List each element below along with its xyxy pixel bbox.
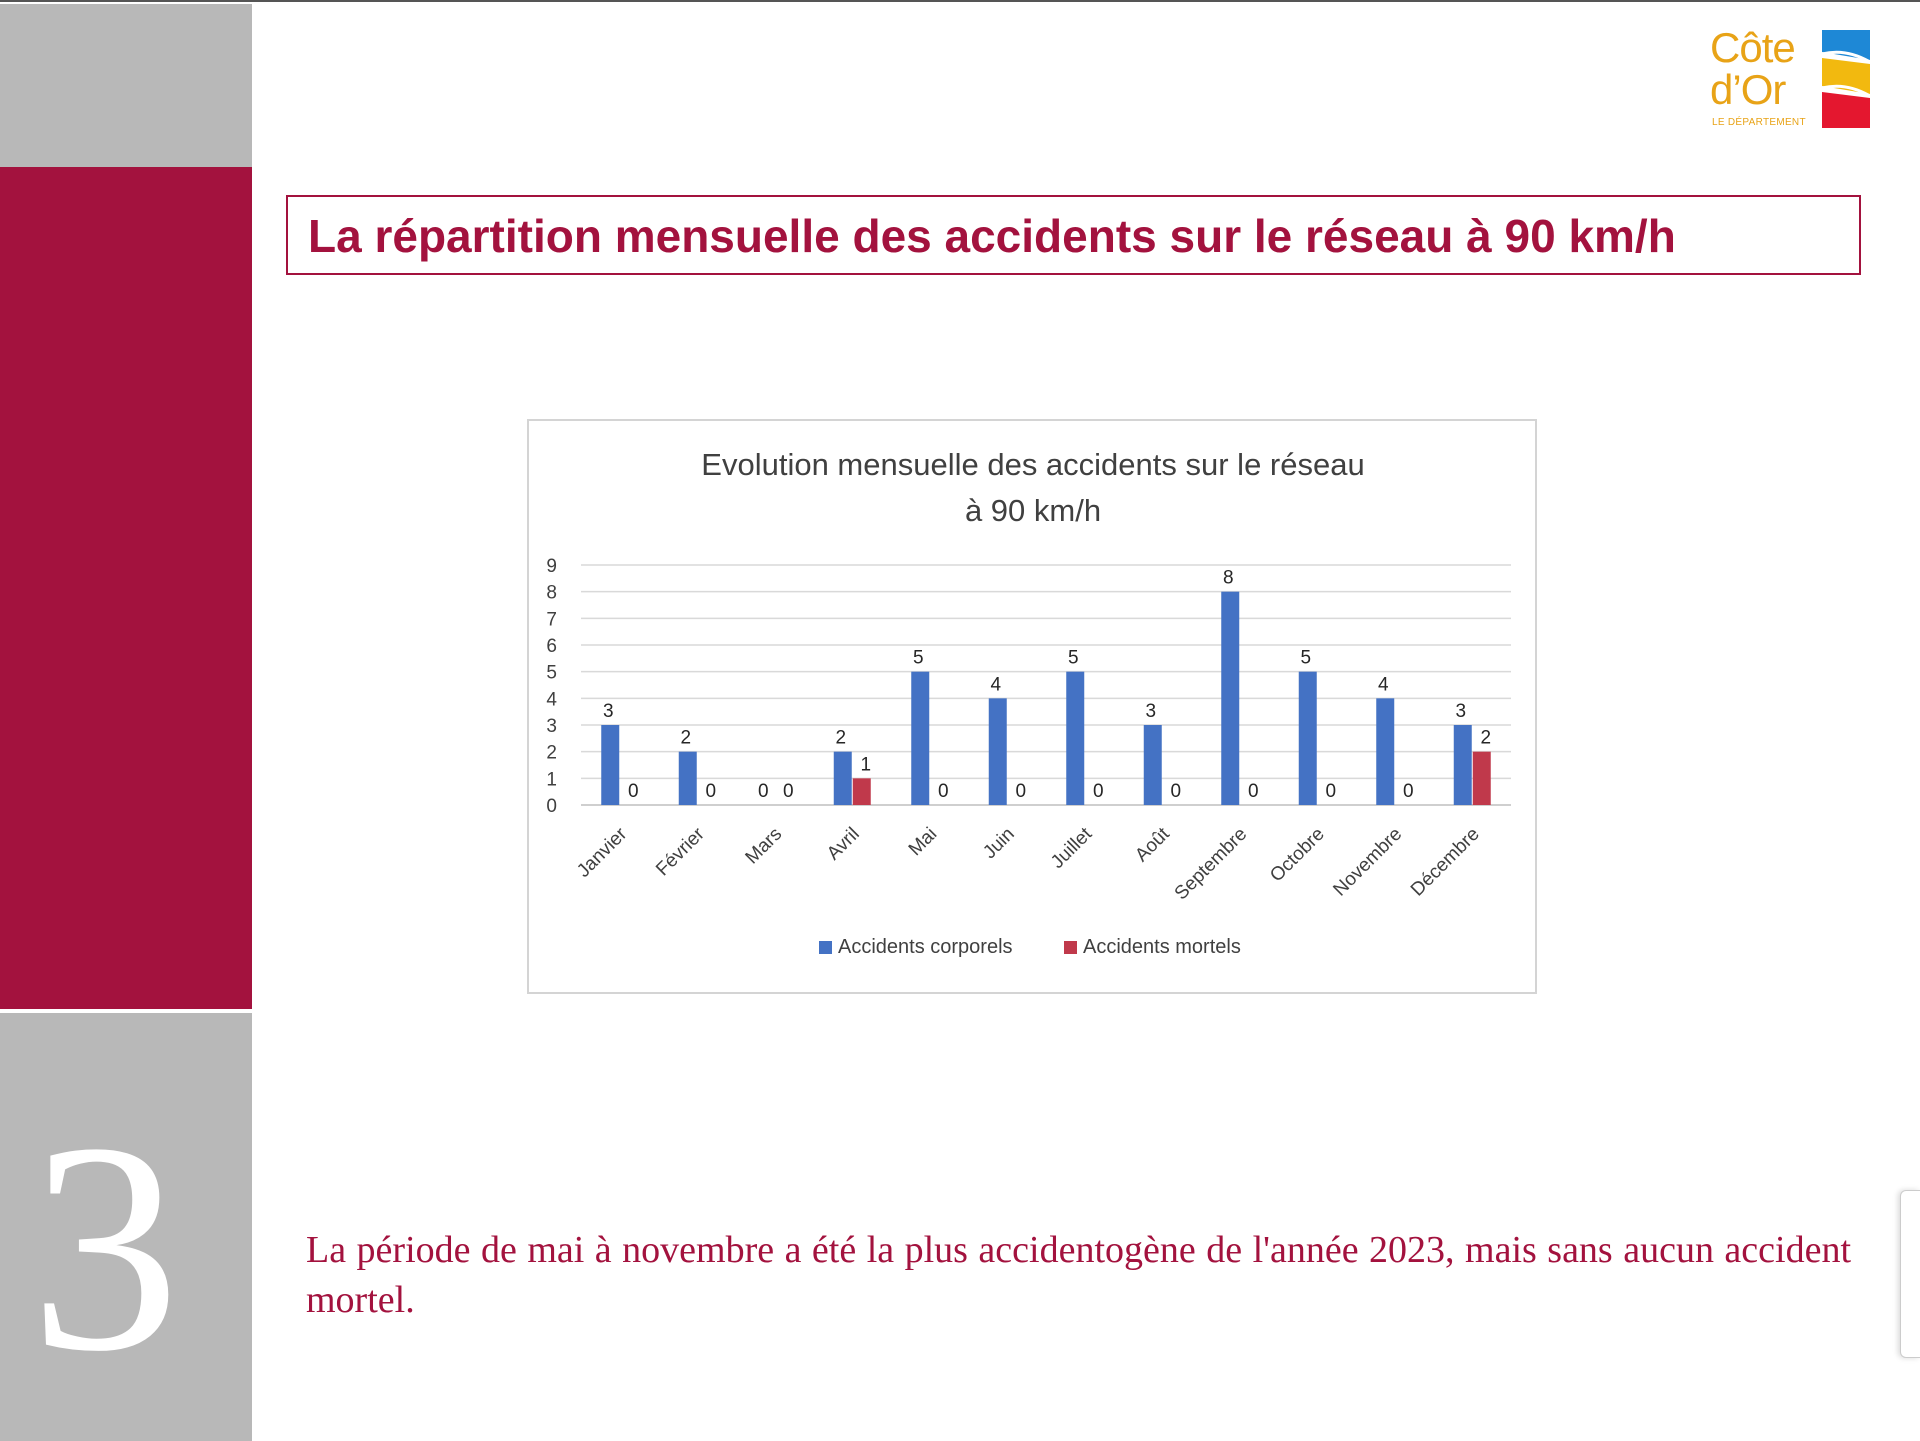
data-label: 2 <box>1480 727 1492 749</box>
data-label: 3 <box>1145 701 1157 722</box>
data-label: 0 <box>1092 781 1104 802</box>
legend-label: Accidents corporels <box>838 936 1013 958</box>
data-label: 8 <box>1222 567 1234 589</box>
slide-caption: La période de mai à novembre a été la plus accidentogène de l'année 2023, mais sans aucun accident mortel. <box>306 1229 1851 1321</box>
slide-title-box <box>286 195 1861 275</box>
chart-container <box>527 419 1537 994</box>
data-label: 5 <box>912 647 924 669</box>
side-panel-edge[interactable] <box>1900 1190 1920 1358</box>
bar-corporels <box>989 698 1007 805</box>
logo-text-line2: d’Or <box>1710 66 1786 113</box>
data-label: 0 <box>627 781 639 802</box>
bar-corporels <box>1454 725 1472 805</box>
bar-corporels <box>1144 725 1162 805</box>
y-tick-label: 7 <box>546 609 557 631</box>
data-label: 0 <box>937 781 949 802</box>
bar-corporels <box>911 672 929 805</box>
x-tick-label: Août <box>1131 823 1174 867</box>
x-tick-label: Avril <box>823 823 864 865</box>
bar-corporels <box>601 725 619 805</box>
bar-corporels <box>1376 698 1394 805</box>
bar-mortels <box>1473 752 1491 805</box>
slide-number: 3 <box>30 1081 180 1413</box>
slide-title: La répartition mensuelle des accidents sur le réseau à 90 km/h <box>308 210 1676 262</box>
data-label: 0 <box>1247 781 1259 802</box>
logo-subtitle: LE DÉPARTEMENT <box>1712 117 1806 128</box>
y-tick-label: 5 <box>546 662 557 684</box>
chart-title-line: Evolution mensuelle des accidents sur le réseau <box>701 447 1365 482</box>
data-label: 0 <box>1015 781 1027 802</box>
data-label: 2 <box>835 727 847 749</box>
data-label: 0 <box>757 781 769 802</box>
play-arrow-icon[interactable] <box>250 1372 280 1398</box>
data-label: 0 <box>1325 781 1337 802</box>
data-label: 5 <box>1067 647 1079 669</box>
legend-swatch <box>819 941 832 954</box>
x-tick-label: Octobre <box>1266 823 1329 887</box>
bar-mortels <box>853 778 871 805</box>
bar-corporels <box>1299 672 1317 805</box>
x-tick-label: Mars <box>741 823 787 869</box>
y-tick-label: 3 <box>546 716 557 737</box>
data-label: 4 <box>1377 674 1389 696</box>
logo-flag-icon <box>1820 30 1870 128</box>
data-label: 3 <box>602 701 614 722</box>
y-tick-label: 9 <box>546 556 557 577</box>
cote-dor-logo <box>1708 26 1872 132</box>
y-tick-label: 8 <box>546 582 557 604</box>
chart-title-line: à 90 km/h <box>964 493 1102 528</box>
data-label: 5 <box>1300 647 1312 669</box>
data-label: 4 <box>990 674 1002 696</box>
data-label: 0 <box>1402 781 1414 802</box>
x-tick-label: Décembre <box>1406 823 1484 901</box>
legend-swatch <box>1064 941 1077 954</box>
x-tick-label: Novembre <box>1329 823 1407 901</box>
y-tick-label: 2 <box>546 742 557 764</box>
y-tick-label: 0 <box>546 796 557 817</box>
x-tick-label: Juin <box>979 823 1019 864</box>
x-tick-label: Juillet <box>1047 823 1097 873</box>
bar-corporels <box>679 752 697 805</box>
bar-corporels <box>1221 592 1239 805</box>
x-tick-label: Septembre <box>1170 823 1252 905</box>
legend-label: Accidents mortels <box>1083 936 1241 958</box>
x-tick-label: Janvier <box>573 823 632 882</box>
bar-chart <box>529 421 1537 994</box>
y-tick-label: 1 <box>546 769 557 791</box>
data-label: 0 <box>705 781 717 802</box>
data-label: 2 <box>680 727 692 749</box>
data-label: 0 <box>782 781 794 802</box>
x-tick-label: Février <box>652 823 709 881</box>
bar-corporels <box>1066 672 1084 805</box>
sidebar-accent-block <box>0 167 252 1009</box>
data-label: 1 <box>860 754 872 776</box>
y-tick-label: 4 <box>546 689 557 711</box>
logo-text-line1: Côte <box>1710 24 1795 71</box>
bar-corporels <box>834 752 852 805</box>
sidebar-top-block <box>0 4 252 167</box>
y-tick-label: 6 <box>546 636 557 657</box>
data-label: 3 <box>1455 701 1467 722</box>
x-tick-label: Mai <box>904 823 942 861</box>
data-label: 0 <box>1170 781 1182 802</box>
